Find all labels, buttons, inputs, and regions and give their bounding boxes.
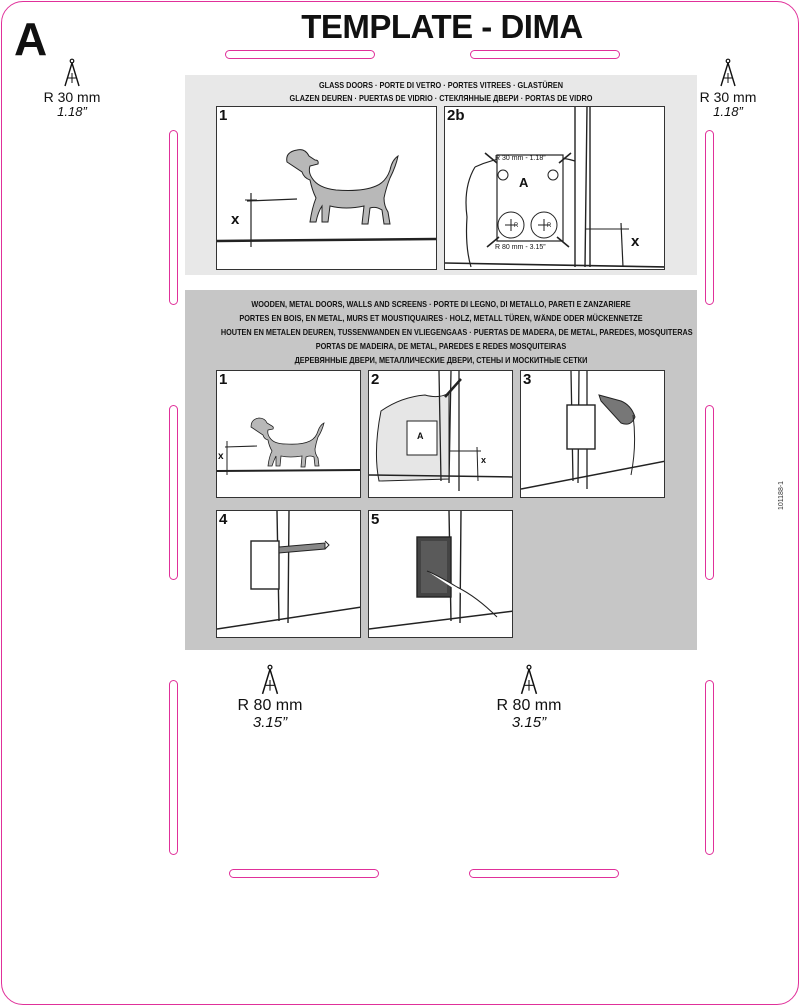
radius-marker-bottom-left: [231, 664, 309, 731]
slot-left-2: [169, 405, 178, 580]
slot-right-2: [705, 405, 714, 580]
radius-mm-label: R 30 mm: [699, 89, 757, 105]
radius-marker-bottom-right: [490, 664, 568, 731]
wood-step-3-panel: [520, 370, 665, 498]
slot-left-3: [169, 680, 178, 855]
slot-top-left: [225, 50, 375, 59]
dog-at-door-illustration: [217, 107, 437, 270]
step-number: 1: [219, 371, 228, 388]
radius-large-label: R 80 mm - 3.15”: [495, 244, 546, 251]
template-letter-label: A: [519, 175, 529, 190]
slot-bottom-left: [229, 869, 379, 878]
section-title-line: HOUTEN EN METALEN DEUREN, TUSSENWANDEN EN VLIEGENGAAS · PUERTAS DE MADERA, DE METAL, PAREDES, MOSQUITERAS: [220, 327, 693, 337]
radius-mm-label: R 80 mm: [237, 697, 303, 714]
radius-small-label: R 30 mm - 1.18”: [495, 155, 546, 162]
section-title-line: PORTES EN BOIS, EN METAL, MURS ET MOUSTIQUAIRES · HOLZ, METALL TÜREN, WÄNDE ODER MÜCKENNETZE: [239, 313, 643, 323]
radius-inch-label: 3.15”: [511, 713, 547, 731]
radius-inch-label: 1.18”: [713, 103, 743, 119]
compass-icon: [259, 664, 281, 696]
installed-door-illustration: [369, 511, 513, 638]
wood-step-1-panel: [216, 370, 361, 498]
step-number: 5: [371, 511, 380, 528]
wood-metal-section: [185, 290, 697, 650]
template-letter: A: [14, 13, 47, 65]
compass-icon: [718, 58, 738, 88]
compass-icon: [62, 58, 82, 88]
template-letter-label: A: [417, 431, 424, 441]
slot-right-1: [705, 130, 714, 305]
radius-marker-top-left: [40, 58, 104, 118]
dimension-x-label: x: [631, 233, 640, 250]
radius-inch-label: 1.18”: [57, 103, 87, 119]
section-title-line: PORTAS DE MADEIRA, DE METAL, PAREDES E REDES MOSQUITEIRAS: [315, 341, 567, 351]
radius-mark-label: R: [547, 223, 552, 229]
step-number: 2: [371, 371, 380, 388]
radius-marker-top-right: [696, 58, 760, 118]
section-title-line: GLAZEN DEUREN · PUERTAS DE VIDRIO · СТЕКЛЯННЫЕ ДВЕРИ · PORTAS DE VIDRO: [289, 93, 593, 103]
drilling-illustration: [521, 371, 665, 498]
step-number: 2b: [447, 107, 465, 124]
slot-left-1: [169, 130, 178, 305]
radius-inch-label: 3.15”: [252, 713, 288, 731]
wood-step-2-panel: [368, 370, 513, 498]
dimension-x-label: x: [481, 455, 487, 465]
radius-mm-label: R 80 mm: [496, 697, 562, 714]
wall-template-illustration: [369, 371, 513, 498]
slot-bottom-right: [469, 869, 619, 878]
glass-step-1-panel: [216, 106, 437, 270]
section-title-line: WOODEN, METAL DOORS, WALLS AND SCREENS · PORTE DI LEGNO, DI METALLO, PARETI E ZANZARIERE: [251, 299, 631, 309]
wood-step-5-panel: [368, 510, 513, 638]
compass-icon: [518, 664, 540, 696]
radius-mark-label: R: [514, 223, 519, 229]
section-title-line: GLASS DOORS · PORTE DI VETRO · PORTES VITREES · GLASTÜREN: [318, 80, 564, 90]
slot-right-3: [705, 680, 714, 855]
section-title-line: ДЕРЕВЯННЫЕ ДВЕРИ, МЕТАЛЛИЧЕСКИЕ ДВЕРИ, СТЕНЫ И МОСКИТНЫЕ СЕТКИ: [294, 355, 588, 365]
dimension-x-label: x: [231, 211, 240, 228]
page-title: TEMPLATE - DIMA: [301, 8, 583, 45]
step-number: 4: [219, 511, 228, 528]
glass-doors-section: [185, 75, 697, 275]
slot-top-right: [470, 50, 620, 59]
sawing-illustration: [217, 511, 361, 638]
glass-step-2b-panel: [444, 106, 665, 270]
dimension-x-label: x: [218, 451, 224, 462]
document-code: 101188-1: [778, 480, 785, 510]
dog-at-door-illustration: [217, 371, 361, 498]
step-number: 3: [523, 371, 532, 388]
radius-mm-label: R 30 mm: [43, 89, 101, 105]
wood-step-4-panel: [216, 510, 361, 638]
step-number: 1: [219, 107, 228, 124]
